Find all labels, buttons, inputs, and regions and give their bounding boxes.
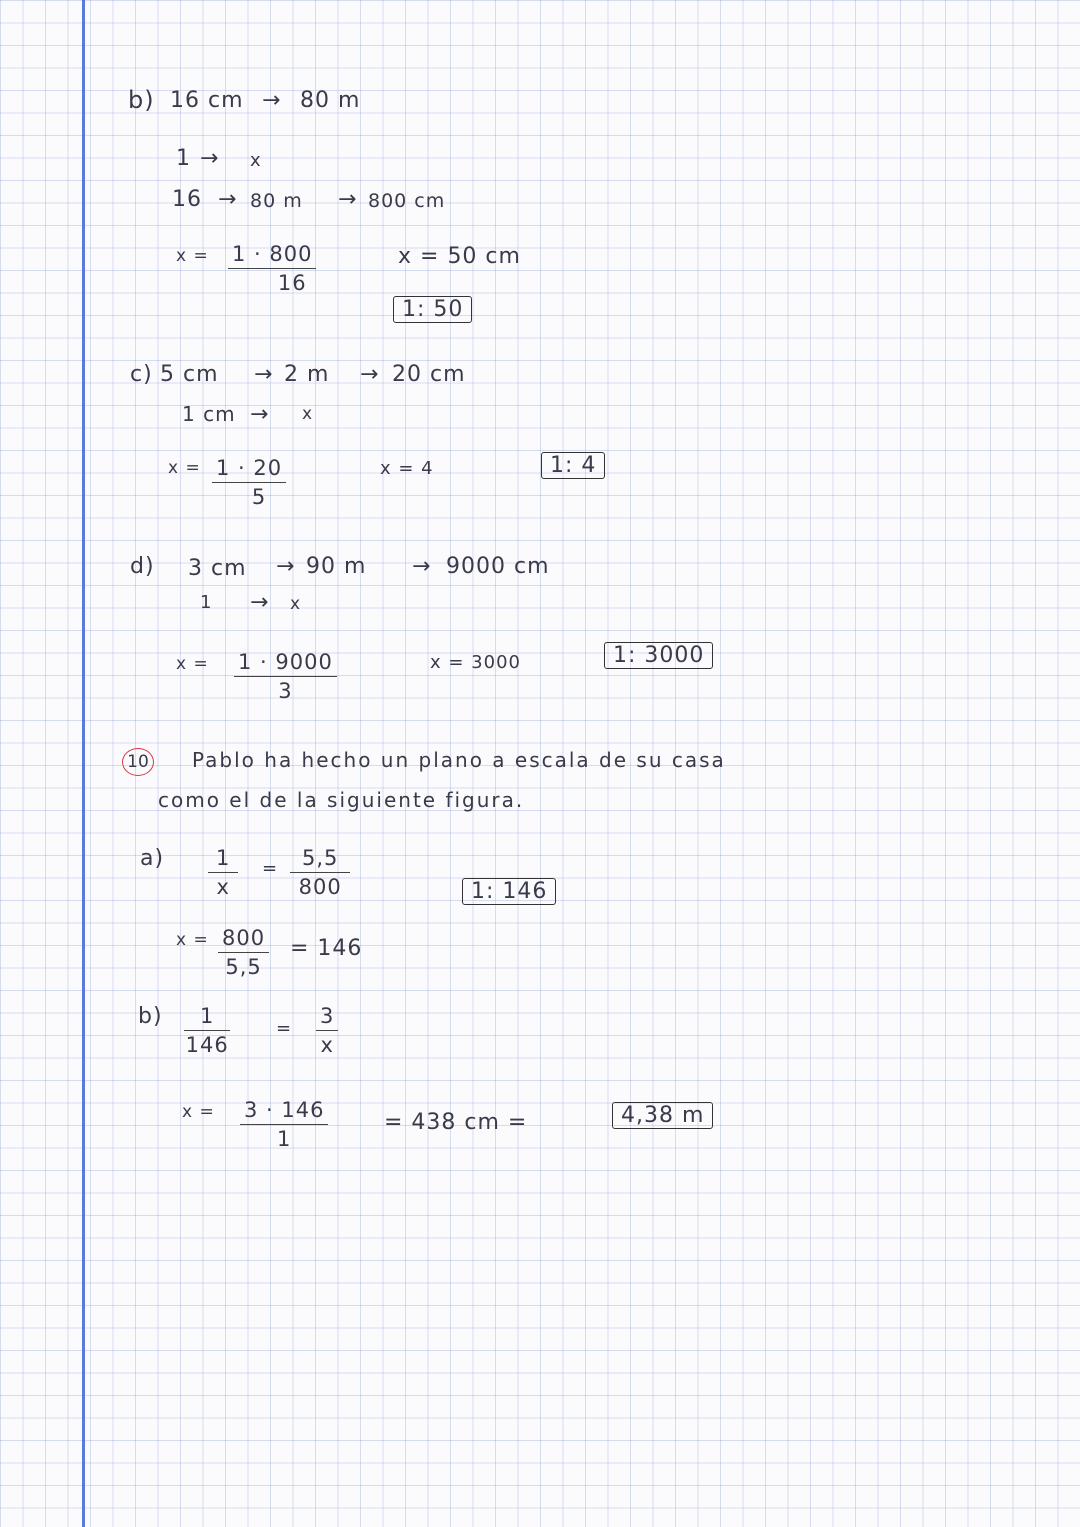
problem-statement-line2: como el de la siguiente figura. <box>158 788 525 812</box>
section-b-row2-mid: 80 m <box>250 190 303 212</box>
fraction-denominator: 5 <box>251 485 267 509</box>
section-c-header-mid: 2 m <box>284 362 330 387</box>
section-d-row1-left: 1 <box>200 592 213 613</box>
fraction-numerator: 1 · 20 <box>212 456 286 483</box>
equals-sign: = <box>262 858 279 879</box>
section-c-result: x = 4 <box>380 458 434 479</box>
part-b-answer-box: 4,38 m <box>612 1102 713 1129</box>
section-d-answer-box: 1: 3000 <box>604 642 713 669</box>
arrow-icon: → <box>250 402 270 427</box>
section-c-header-left: 5 cm <box>160 362 219 387</box>
arrow-icon: → <box>276 554 296 579</box>
section-b-row2-left: 16 <box>172 187 202 212</box>
arrow-icon: → <box>200 146 220 171</box>
fraction-numerator: 1 · 9000 <box>234 650 337 677</box>
fraction-numerator: 1 <box>208 846 238 873</box>
fraction-denominator: 1 <box>277 1127 292 1151</box>
fraction-denominator: 146 <box>185 1033 229 1057</box>
section-b-row2-right: 800 cm <box>368 190 446 212</box>
arrow-icon: → <box>262 88 282 113</box>
part-b-x-label: x = <box>182 1102 215 1122</box>
fraction-numerator: 800 <box>218 926 269 953</box>
section-c-header-right: 20 cm <box>392 362 466 387</box>
fraction-numerator: 5,5 <box>290 846 350 873</box>
section-c-row1-left: 1 cm <box>182 402 236 426</box>
notebook-margin-line <box>82 0 85 1527</box>
part-a-fraction-1 <box>208 846 238 899</box>
arrow-icon: → <box>250 590 270 615</box>
section-b-row1-left: 1 <box>176 146 191 171</box>
section-d-row1-right: x <box>290 594 302 614</box>
fraction-denominator: 800 <box>298 875 342 899</box>
section-d-x-label: x = <box>176 654 209 674</box>
fraction-denominator: x <box>320 1033 334 1057</box>
fraction-denominator: 5,5 <box>225 955 262 979</box>
arrow-icon: → <box>254 362 274 387</box>
fraction-numerator: 3 · 146 <box>240 1098 328 1125</box>
part-a-x-label: x = <box>176 930 209 950</box>
section-d-header-right: 9000 cm <box>446 554 550 579</box>
part-a-result: = 146 <box>290 936 363 961</box>
part-b-fraction-2 <box>316 1004 338 1057</box>
fraction-numerator: 3 <box>316 1004 338 1031</box>
equals-sign: = <box>276 1018 293 1039</box>
section-c-label: c) <box>130 362 153 387</box>
section-c-row1-right: x <box>302 404 314 424</box>
fraction-denominator: 16 <box>277 271 307 295</box>
section-b-label: b) <box>128 86 155 114</box>
section-d-fraction <box>234 650 337 703</box>
section-c-fraction <box>212 456 286 509</box>
fraction-numerator: 1 · 800 <box>228 242 316 269</box>
section-b-row1-right: x <box>250 150 262 171</box>
section-c-x-label: x = <box>168 458 201 478</box>
section-b-x-label: x = <box>176 246 209 266</box>
section-c-answer-box: 1: 4 <box>541 452 605 479</box>
arrow-icon: → <box>360 362 380 387</box>
part-a-fraction-2 <box>290 846 350 899</box>
arrow-icon: → <box>338 187 358 212</box>
part-b-label: b) <box>138 1004 163 1029</box>
fraction-denominator: 3 <box>278 679 293 703</box>
part-b-fraction-3 <box>240 1098 328 1151</box>
part-b-result: = 438 cm = <box>384 1110 528 1135</box>
part-a-fraction-3 <box>218 926 269 979</box>
fraction-numerator: 1 <box>184 1004 230 1031</box>
section-d-label: d) <box>130 554 155 579</box>
section-d-header-left: 3 cm <box>188 556 247 581</box>
problem-statement-line1: Pablo ha hecho un plano a escala de su casa <box>192 748 726 772</box>
section-d-header-mid: 90 m <box>306 554 367 579</box>
problem-number-badge: 10 <box>122 748 154 776</box>
section-b-fraction <box>228 242 316 295</box>
section-b-result: x = 50 cm <box>398 244 521 269</box>
section-b-answer-box: 1: 50 <box>393 296 472 323</box>
part-a-label: a) <box>140 846 165 871</box>
fraction-denominator: x <box>216 875 230 899</box>
part-a-answer-box: 1: 146 <box>462 878 556 905</box>
section-b-header-left: 16 cm <box>170 88 244 113</box>
section-d-result: x = 3000 <box>430 652 521 673</box>
part-b-fraction-1 <box>184 1004 230 1057</box>
arrow-icon: → <box>412 554 432 579</box>
arrow-icon: → <box>218 187 238 212</box>
section-b-header-right: 80 m <box>300 88 361 113</box>
